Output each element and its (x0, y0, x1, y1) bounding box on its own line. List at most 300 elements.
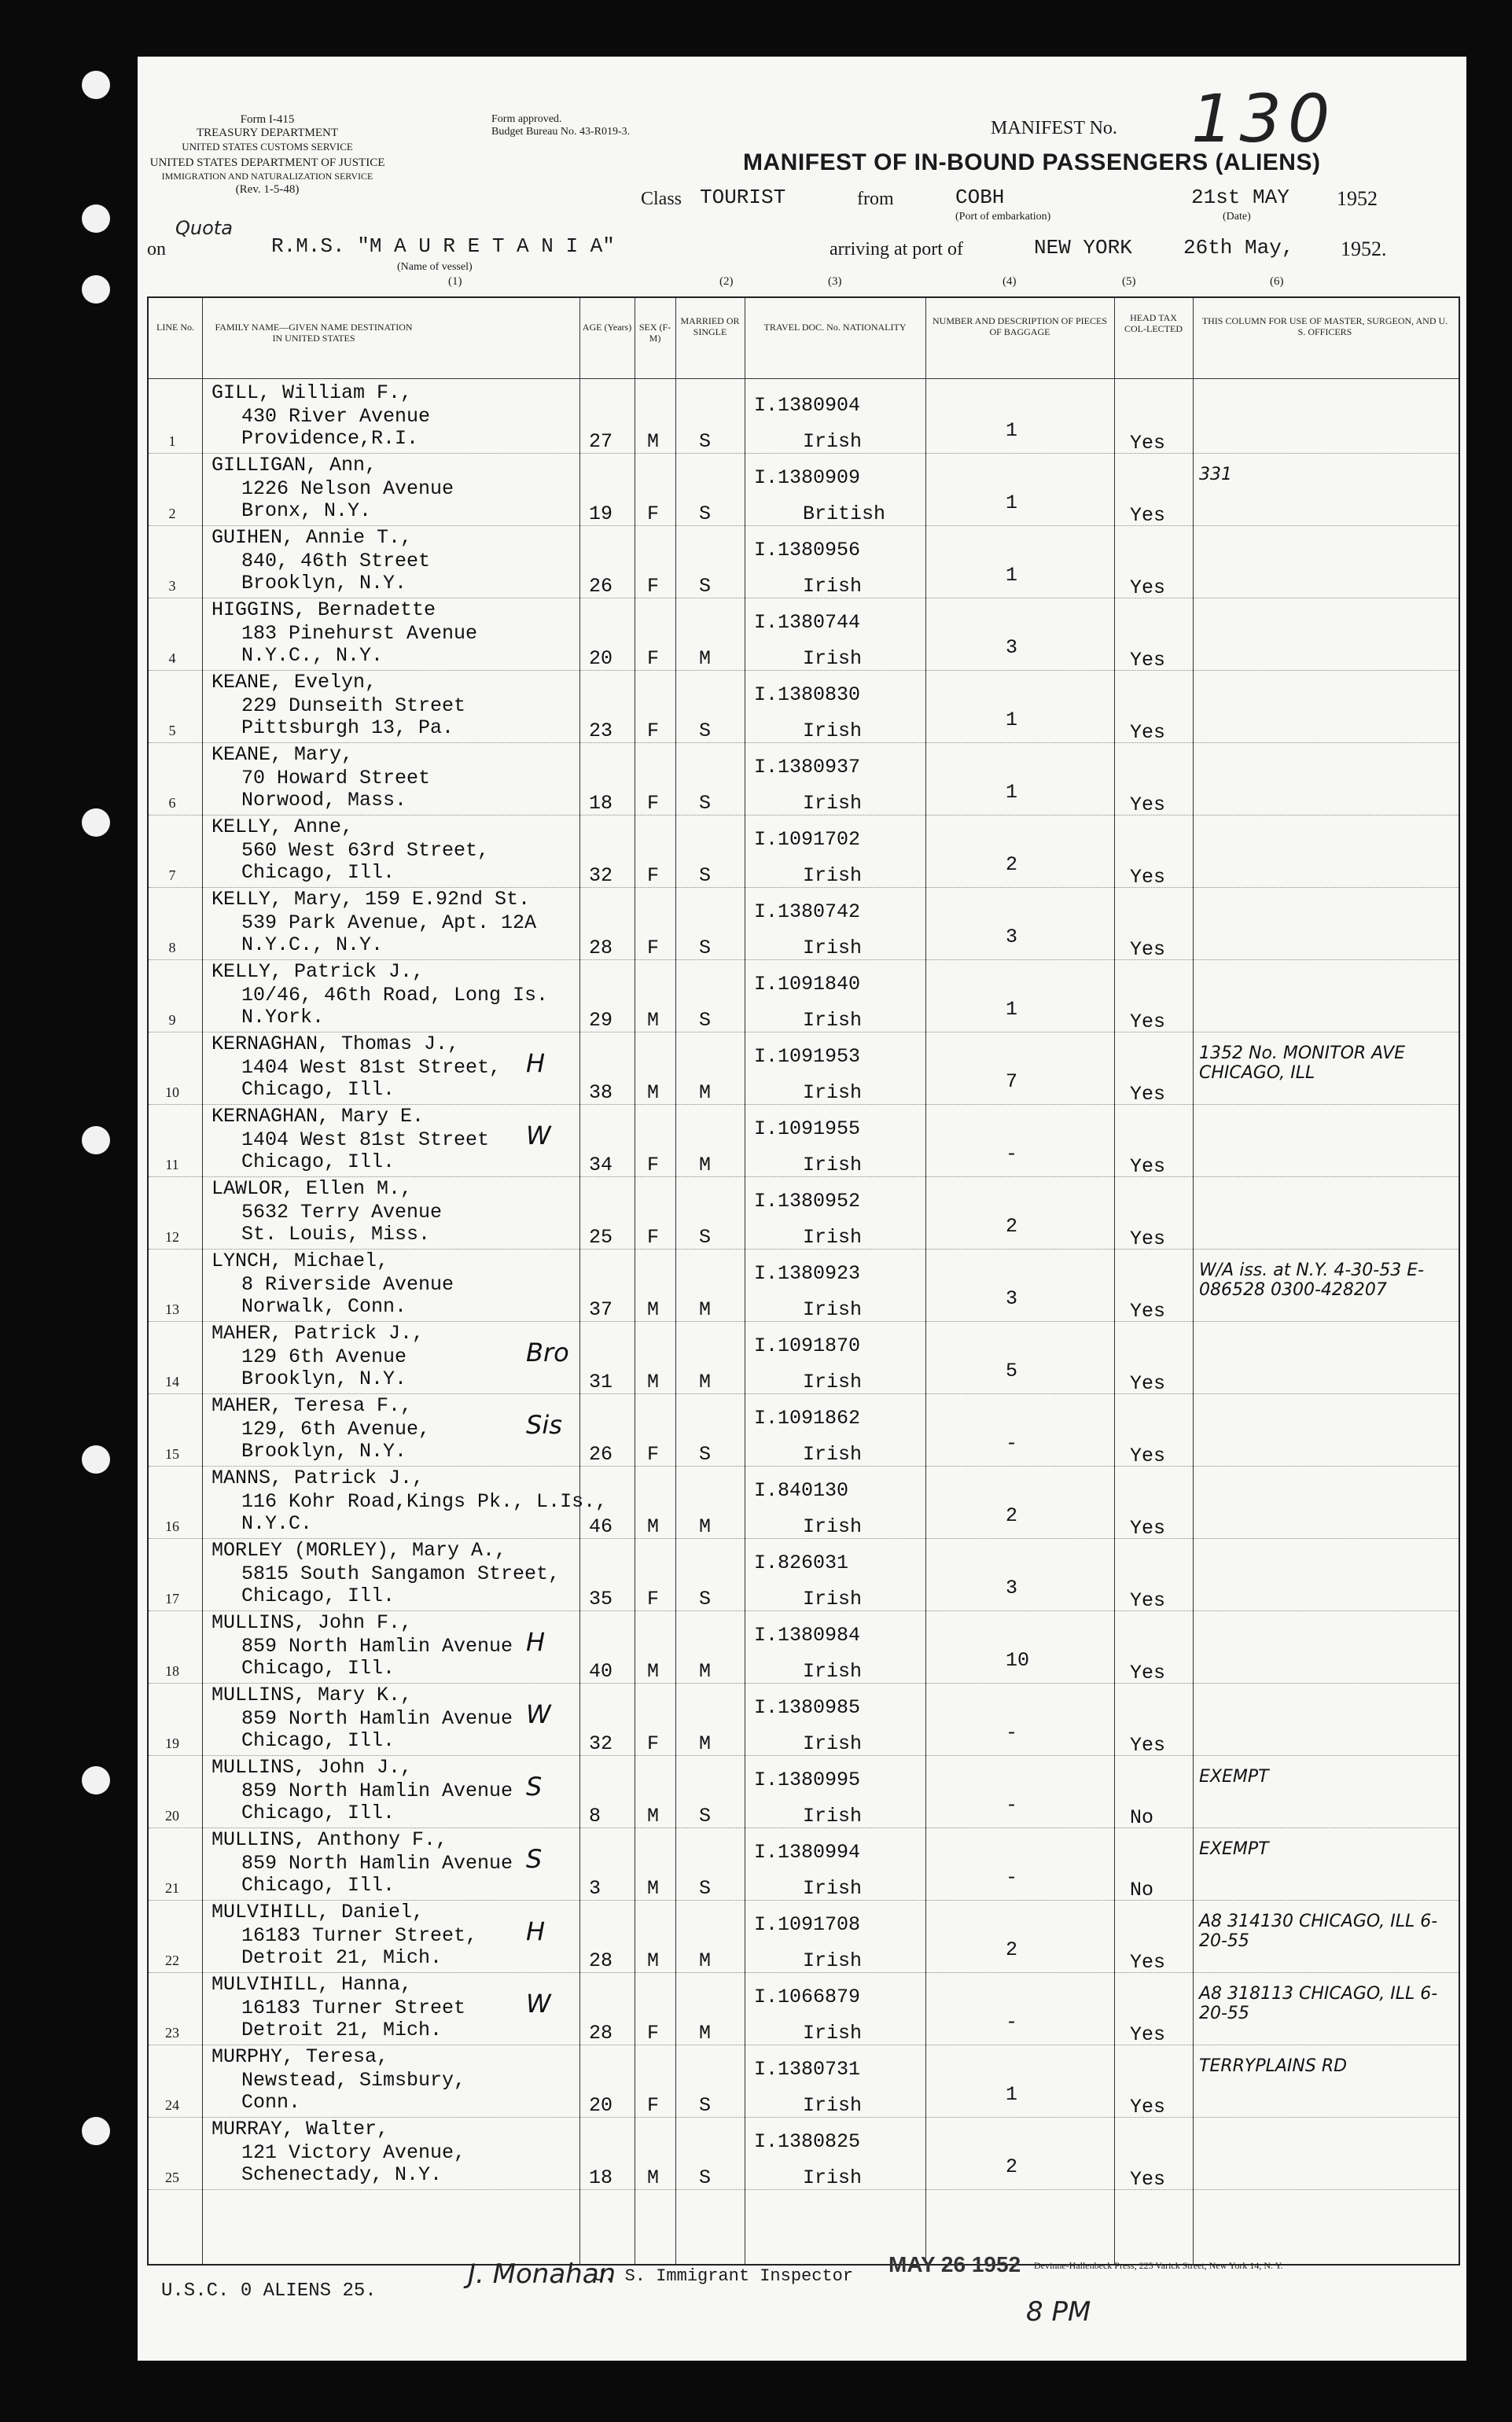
table-row (149, 743, 1459, 815)
table-row (149, 1250, 1459, 1322)
sex: M (647, 1805, 660, 1828)
marital-status: M (699, 1371, 712, 1393)
from-label: from (857, 189, 894, 209)
travel-doc-number: I.1380909 (754, 466, 861, 489)
date-note: (Date) (1223, 211, 1251, 223)
age: 40 (589, 1660, 613, 1683)
passenger-name: MULVIHILL, Daniel, (212, 1901, 425, 1923)
passenger-name: MURPHY, Teresa, (212, 2045, 389, 2068)
passenger-name: LYNCH, Michael, (212, 1250, 389, 1272)
head-tax: Yes (1130, 576, 1166, 599)
baggage-count: - (1006, 2011, 1018, 2034)
sex: F (647, 864, 660, 887)
street-address: 16183 Turner Street (241, 1997, 466, 2019)
line-number: 17 (165, 1591, 179, 1607)
age: 38 (589, 1081, 613, 1104)
sex: M (647, 1298, 660, 1321)
marital-status: S (699, 864, 712, 887)
line-number: 23 (165, 2025, 179, 2041)
line-number: 22 (165, 1953, 179, 1968)
family-relation-mark: S (526, 1772, 543, 1802)
binder-hole (82, 275, 110, 304)
head-tax: Yes (1130, 2023, 1166, 2046)
line-number: 6 (168, 795, 176, 811)
line-number: 13 (165, 1301, 179, 1317)
marital-status: M (699, 1154, 712, 1176)
baggage-count: 2 (1006, 2155, 1018, 2178)
travel-doc-number: I.1380995 (754, 1769, 861, 1791)
nationality: Irish (803, 1949, 863, 1972)
colnum-6: (6) (1270, 275, 1284, 288)
passenger-name: KERNAGHAN, Thomas J., (212, 1032, 460, 1055)
colnum-3: (3) (828, 275, 842, 288)
baggage-count: 3 (1006, 926, 1018, 948)
budget-bureau: Budget Bureau No. 43-R019-3. (491, 126, 631, 138)
passenger-name: MURRAY, Walter, (212, 2118, 389, 2140)
customs-service: UNITED STATES CUSTOMS SERVICE (182, 141, 353, 153)
city-state: Brooklyn, N.Y. (241, 572, 407, 594)
justice-dept: UNITED STATES DEPARTMENT OF JUSTICE (149, 156, 385, 169)
passenger-table (147, 296, 1460, 2266)
head-tax: Yes (1130, 1445, 1166, 1467)
passenger-name: GILLIGAN, Ann, (212, 454, 377, 477)
street-address: 5815 South Sangamon Street, (241, 1563, 561, 1585)
age: 3 (589, 1877, 601, 1900)
nationality: Irish (803, 1081, 863, 1104)
colhead-name: FAMILY NAME—GIVEN NAME DESTINATION IN UNITED STATES (215, 322, 413, 344)
travel-doc-number: I.1380994 (754, 1841, 861, 1864)
marital-status: S (699, 1009, 712, 1032)
nationality: Irish (803, 430, 863, 453)
travel-doc-number: I.1066879 (754, 1986, 861, 2008)
street-address: 129 6th Avenue (241, 1345, 407, 1368)
sex: M (647, 1877, 660, 1900)
sex: M (647, 1081, 660, 1104)
sex: F (647, 2022, 660, 2045)
line-number: 20 (165, 1808, 179, 1824)
binder-hole (82, 1766, 110, 1794)
sex: F (647, 1154, 660, 1176)
nationality: Irish (803, 864, 863, 887)
street-address: 1226 Nelson Avenue (241, 477, 454, 500)
table-row (149, 1539, 1459, 1611)
colhead-officers: THIS COLUMN FOR USE OF MASTER, SURGEON, AND U. S. OFFICERS (1201, 315, 1448, 337)
colhead-age: AGE (Years) (582, 322, 632, 333)
city-state: Conn. (241, 2091, 301, 2114)
nationality: Irish (803, 1009, 863, 1032)
sex: F (647, 502, 660, 525)
passenger-name: MULLINS, Anthony F., (212, 1828, 448, 1851)
family-relation-mark: W (526, 1989, 551, 2019)
vessel-note: (Name of vessel) (397, 261, 473, 273)
table-row (149, 815, 1459, 888)
form-number: Form I-415 (240, 113, 295, 126)
city-state: N.Y.C., N.Y. (241, 644, 384, 667)
line-number: 9 (168, 1012, 176, 1028)
quota-note: Quota (175, 217, 233, 239)
table-row (149, 1611, 1459, 1684)
form-revision: (Rev. 1-5-48) (235, 183, 300, 196)
line-number: 3 (168, 578, 176, 594)
head-tax: Yes (1130, 1010, 1166, 1033)
table-row (149, 1467, 1459, 1539)
passenger-name: MULVIHILL, Hanna, (212, 1973, 413, 1996)
embarkation-note: (Port of embarkation) (955, 211, 1051, 223)
binder-hole (82, 71, 110, 99)
city-state: Brooklyn, N.Y. (241, 1367, 407, 1390)
sex: F (647, 575, 660, 598)
nationality: Irish (803, 1588, 863, 1610)
officer-note: EXEMPT (1199, 1839, 1269, 1859)
colhead-head-tax: HEAD TAX COL-LECTED (1124, 312, 1183, 334)
sex: F (647, 1588, 660, 1610)
street-address: 1404 West 81st Street, (241, 1056, 502, 1079)
marital-status: S (699, 720, 712, 742)
city-state: Detroit 21, Mich. (241, 1946, 443, 1969)
table-row (149, 1756, 1459, 1828)
line-number: 12 (165, 1229, 179, 1245)
head-tax: Yes (1130, 2168, 1166, 2191)
family-relation-mark: W (526, 1699, 551, 1729)
marital-status: S (699, 2166, 712, 2189)
nationality: Irish (803, 1443, 863, 1466)
baggage-count: 2 (1006, 1504, 1018, 1527)
table-row (149, 1828, 1459, 1901)
age: 8 (589, 1805, 601, 1828)
table-row (149, 1032, 1459, 1105)
baggage-count: 7 (1006, 1070, 1018, 1093)
age: 29 (589, 1009, 613, 1032)
passenger-name: MULLINS, John F., (212, 1611, 413, 1634)
sex: M (647, 2166, 660, 2189)
class-value: TOURIST (700, 186, 786, 209)
baggage-count: 1 (1006, 998, 1018, 1021)
passenger-name: KELLY, Patrick J., (212, 960, 425, 983)
passenger-name: KELLY, Mary, 159 E.92nd St. (212, 888, 531, 911)
nationality: Irish (803, 937, 863, 959)
passenger-name: LAWLOR, Ellen M., (212, 1177, 413, 1200)
age: 25 (589, 1226, 613, 1249)
street-address: Newstead, Simsbury, (241, 2069, 466, 2092)
marital-status: S (699, 430, 712, 453)
baggage-count: - (1006, 1143, 1018, 1165)
nationality: Irish (803, 1805, 863, 1828)
head-tax: Yes (1130, 1589, 1166, 1612)
family-relation-mark: H (526, 1048, 546, 1078)
sex: M (647, 1009, 660, 1032)
passenger-name: KELLY, Anne, (212, 815, 354, 838)
sex: F (647, 792, 660, 815)
table-row (149, 1322, 1459, 1394)
age: 26 (589, 1443, 613, 1466)
officer-note: 1352 No. MONITOR AVE CHICAGO, ILL (1199, 1044, 1406, 1083)
line-number: 11 (165, 1157, 179, 1172)
street-address: 859 North Hamlin Avenue (241, 1852, 513, 1875)
sex: F (647, 1732, 660, 1755)
nationality: Irish (803, 2166, 863, 2189)
city-state: Chicago, Ill. (241, 1078, 395, 1101)
table-row (149, 960, 1459, 1032)
nationality: Irish (803, 2094, 863, 2117)
line-number: 21 (165, 1880, 179, 1896)
age: 28 (589, 2022, 613, 2045)
head-tax: Yes (1130, 649, 1166, 672)
colnum-4: (4) (1002, 275, 1017, 288)
head-tax: Yes (1130, 1951, 1166, 1974)
table-row (149, 671, 1459, 743)
marital-status: S (699, 1588, 712, 1610)
travel-doc-number: I.1091955 (754, 1117, 861, 1140)
sex: F (647, 720, 660, 742)
travel-doc-number: I.1380744 (754, 611, 861, 634)
officer-note: EXEMPT (1199, 1767, 1269, 1787)
age: 37 (589, 1298, 613, 1321)
travel-doc-number: I.1091840 (754, 973, 861, 996)
age: 34 (589, 1154, 613, 1176)
age: 20 (589, 2094, 613, 2117)
officer-note: A8 314130 CHICAGO, ILL 6-20-55 (1199, 1912, 1438, 1951)
colnum-2: (2) (719, 275, 734, 288)
travel-doc-number: I.1380742 (754, 900, 861, 923)
line-number: 18 (165, 1663, 179, 1679)
family-relation-mark: H (526, 1916, 546, 1946)
travel-doc-number: I.1380952 (754, 1190, 861, 1213)
street-address: 560 West 63rd Street, (241, 839, 490, 862)
table-row (149, 1177, 1459, 1250)
sex: F (647, 647, 660, 670)
marital-status: M (699, 2022, 712, 2045)
travel-doc-number: I.1380731 (754, 2058, 861, 2081)
marital-status: M (699, 647, 712, 670)
baggage-count: 3 (1006, 1287, 1018, 1310)
head-tax: Yes (1130, 721, 1166, 744)
colnum-1: (1) (448, 275, 462, 288)
age: 23 (589, 720, 613, 742)
binder-hole (82, 1445, 110, 1474)
street-address: 229 Dunseith Street (241, 694, 466, 717)
marital-status: S (699, 1226, 712, 1249)
street-address: 70 Howard Street (241, 767, 431, 790)
city-state: Chicago, Ill. (241, 1729, 395, 1752)
nationality: Irish (803, 1154, 863, 1176)
passenger-name: KERNAGHAN, Mary E. (212, 1105, 425, 1128)
passenger-name: GUIHEN, Annie T., (212, 526, 413, 549)
binder-hole (82, 2117, 110, 2145)
nationality: Irish (803, 792, 863, 815)
line-number: 19 (165, 1736, 179, 1751)
city-state: Pittsburgh 13, Pa. (241, 716, 454, 739)
age: 27 (589, 430, 613, 453)
street-address: 539 Park Avenue, Apt. 12A (241, 911, 537, 934)
street-address: 8 Riverside Avenue (241, 1273, 454, 1296)
age: 46 (589, 1515, 613, 1538)
family-relation-mark: W (526, 1121, 551, 1150)
line-number: 10 (165, 1084, 179, 1100)
head-tax: No (1130, 1879, 1154, 1901)
travel-doc-number: I.1380984 (754, 1624, 861, 1647)
age: 20 (589, 647, 613, 670)
departure-year: 1952 (1337, 187, 1378, 210)
row-divider (149, 2189, 1459, 2190)
table-row (149, 526, 1459, 598)
baggage-count: 1 (1006, 419, 1018, 442)
head-tax: Yes (1130, 1228, 1166, 1250)
table-row (149, 2045, 1459, 2118)
city-state: Chicago, Ill. (241, 1657, 395, 1680)
table-row (149, 1684, 1459, 1756)
line-number: 8 (168, 940, 176, 955)
head-tax: Yes (1130, 504, 1166, 527)
sex: F (647, 2094, 660, 2117)
line-number: 5 (168, 723, 176, 738)
table-row (149, 888, 1459, 960)
colhead-married: MARRIED OR SINGLE (680, 315, 740, 337)
colnum-5: (5) (1122, 275, 1136, 288)
baggage-count: - (1006, 1721, 1018, 1744)
passenger-name: KEANE, Mary, (212, 743, 354, 766)
marital-status: M (699, 1081, 712, 1104)
head-tax: Yes (1130, 432, 1166, 455)
table-row (149, 598, 1459, 671)
nationality: Irish (803, 1660, 863, 1683)
passenger-name: GILL, William F., (212, 381, 413, 404)
baggage-count: 2 (1006, 1938, 1018, 1961)
line-number: 16 (165, 1518, 179, 1534)
manifest-title: MANIFEST OF IN-BOUND PASSENGERS (ALIENS) (743, 149, 1321, 175)
on-label: on (147, 239, 166, 260)
travel-doc-number: I.1380923 (754, 1262, 861, 1285)
usc-aliens-count: U.S.C. 0 ALIENS 25. (161, 2280, 377, 2302)
sex: F (647, 1226, 660, 1249)
baggage-count: 5 (1006, 1360, 1018, 1382)
ins-service: IMMIGRATION AND NATURALIZATION SERVICE (161, 171, 373, 182)
city-state: Detroit 21, Mich. (241, 2019, 443, 2041)
baggage-count: 1 (1006, 564, 1018, 587)
head-tax: Yes (1130, 793, 1166, 816)
colhead-sex: SEX (F-M) (638, 322, 671, 344)
sex: F (647, 937, 660, 959)
travel-doc-number: I.1380937 (754, 756, 861, 778)
street-address: 16183 Turner Street, (241, 1924, 478, 1947)
table-row (149, 1973, 1459, 2045)
officer-note: 331 (1199, 465, 1232, 484)
head-tax: Yes (1130, 1734, 1166, 1757)
city-state: N.Y.C. (241, 1512, 313, 1535)
marital-status: S (699, 2094, 712, 2117)
age: 35 (589, 1588, 613, 1610)
nationality: Irish (803, 1732, 863, 1755)
table-row (149, 1105, 1459, 1177)
line-number: 4 (168, 650, 176, 666)
city-state: Norwalk, Conn. (241, 1295, 407, 1318)
travel-doc-number: I.1380985 (754, 1696, 861, 1719)
form-header-left (138, 113, 397, 197)
line-number: 24 (165, 2097, 179, 2113)
city-state: Chicago, Ill. (241, 1874, 395, 1897)
nationality: Irish (803, 1877, 863, 1900)
officer-note: W/A iss. at N.Y. 4-30-53 E-086528 0300-428207 (1199, 1261, 1425, 1300)
binder-hole (82, 204, 110, 233)
head-tax: Yes (1130, 1300, 1166, 1323)
age: 18 (589, 2166, 613, 2189)
colhead-line-no: LINE No. (156, 322, 194, 333)
manifest-number: 130 (1191, 80, 1337, 157)
passenger-name: HIGGINS, Bernadette (212, 598, 436, 621)
head-tax: Yes (1130, 938, 1166, 961)
marital-status: M (699, 1660, 712, 1683)
marital-status: M (699, 1515, 712, 1538)
baggage-count: 1 (1006, 709, 1018, 731)
city-state: Bronx, N.Y. (241, 499, 372, 522)
passenger-name: MAHER, Patrick J., (212, 1322, 425, 1345)
marital-status: S (699, 937, 712, 959)
street-address: 859 North Hamlin Avenue (241, 1635, 513, 1658)
embarkation-port: COBH (955, 186, 1005, 209)
travel-doc-number: I.1091708 (754, 1913, 861, 1936)
line-number: 15 (165, 1446, 179, 1462)
head-tax: Yes (1130, 1083, 1166, 1106)
table-row (149, 2118, 1459, 2190)
age: 26 (589, 575, 613, 598)
manifest-number-label: MANIFEST No. (991, 118, 1117, 138)
marital-status: S (699, 1805, 712, 1828)
city-state: N.Y.C., N.Y. (241, 933, 384, 956)
baggage-count: 1 (1006, 781, 1018, 804)
sex: M (647, 1949, 660, 1972)
age: 31 (589, 1371, 613, 1393)
arriving-label: arriving at port of (830, 239, 963, 260)
passenger-name: MULLINS, Mary K., (212, 1684, 413, 1706)
travel-doc-number: I.826031 (754, 1551, 849, 1574)
age: 28 (589, 937, 613, 959)
city-state: Chicago, Ill. (241, 861, 395, 884)
nationality: British (803, 502, 886, 525)
city-state: St. Louis, Miss. (241, 1223, 431, 1246)
baggage-count: - (1006, 1866, 1018, 1889)
street-address: 116 Kohr Road,Kings Pk., L.Is., (241, 1490, 608, 1513)
head-tax: No (1130, 1806, 1154, 1829)
head-tax: Yes (1130, 1517, 1166, 1540)
baggage-count: 1 (1006, 491, 1018, 514)
street-address: 183 Pinehurst Avenue (241, 622, 478, 645)
city-state: Norwood, Mass. (241, 789, 407, 812)
printer-line: Devinne-Hallenbeck Press, 225 Varick Street, New York 14, N. Y. (1034, 2260, 1283, 2271)
marital-status: S (699, 1877, 712, 1900)
marital-status: M (699, 1732, 712, 1755)
head-tax: Yes (1130, 2096, 1166, 2118)
line-number: 14 (165, 1374, 179, 1390)
head-tax: Yes (1130, 1372, 1166, 1395)
street-address: 5632 Terry Avenue (241, 1201, 443, 1224)
baggage-count: 3 (1006, 1577, 1018, 1599)
street-address: 859 North Hamlin Avenue (241, 1780, 513, 1802)
marital-status: S (699, 1443, 712, 1466)
age: 32 (589, 1732, 613, 1755)
street-address: 430 River Avenue (241, 405, 431, 428)
vessel-name: R.M.S. "M A U R E T A N I A" (271, 234, 615, 258)
travel-doc-number: I.1091953 (754, 1045, 861, 1068)
nationality: Irish (803, 575, 863, 598)
colhead-travel-doc: TRAVEL DOC. No. NATIONALITY (763, 322, 907, 333)
sex: M (647, 1371, 660, 1393)
family-relation-mark: S (526, 1844, 543, 1874)
passenger-name: KEANE, Evelyn, (212, 671, 377, 694)
arrival-stamp: MAY 26 1952 (888, 2252, 1021, 2277)
baggage-count: 1 (1006, 2083, 1018, 2106)
colhead-baggage: NUMBER AND DESCRIPTION OF PIECES OF BAGGAGE (932, 315, 1108, 337)
family-relation-mark: H (526, 1627, 546, 1657)
street-address: 10/46, 46th Road, Long Is. (241, 984, 549, 1007)
